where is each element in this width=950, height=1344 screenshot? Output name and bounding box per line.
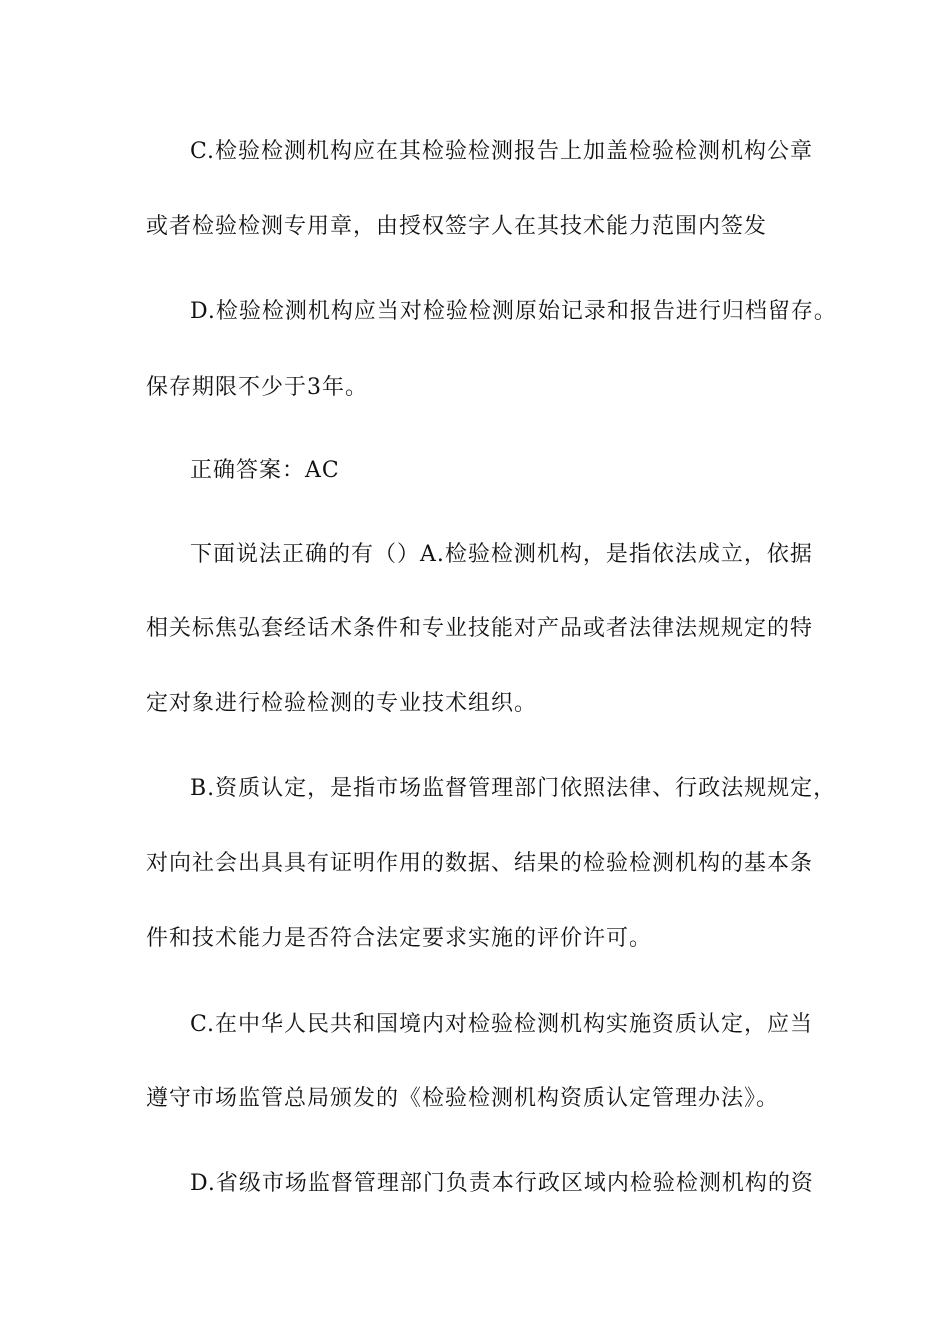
text-line: 定对象进行检验检测的专业技术组织。 (146, 691, 538, 716)
text-line: 下面说法正确的有（）A.检验检测机构，是指依法成立，依据 (190, 542, 813, 567)
text-line: 遵守市场监管总局颁发的《检验检测机构资质认定管理办法》。 (146, 1086, 780, 1111)
text-line: 相关标焦弘套经话术条件和专业技能对产品或者法律法规规定的特 (146, 616, 814, 641)
text-line: D.检验检测机构应当对检验检测原始记录和报告进行归档留存。 (190, 299, 837, 324)
answer-line: 正确答案：AC (190, 458, 340, 483)
text-line: D.省级市场监督管理部门负责本行政区域内检验检测机构的资 (190, 1171, 814, 1196)
text-line: 对向社会出具具有证明作用的数据、结果的检验检测机构的基本条 (146, 851, 814, 876)
text-line: 保存期限不少于3年。 (146, 375, 368, 400)
text-line: 件和技术能力是否符合法定要求实施的评价许可。 (146, 926, 653, 951)
text-line: B.资质认定，是指市场监督管理部门依照法律、行政法规规定， (190, 776, 837, 801)
text-line: C.检验检测机构应在其检验检测报告上加盖检验检测机构公章 (190, 139, 814, 164)
text-line: 或者检验检测专用章，由授权签字人在其技术能力范围内签发 (146, 214, 768, 239)
text-line: C.在中华人民共和国境内对检验检测机构实施资质认定，应当 (190, 1012, 814, 1037)
